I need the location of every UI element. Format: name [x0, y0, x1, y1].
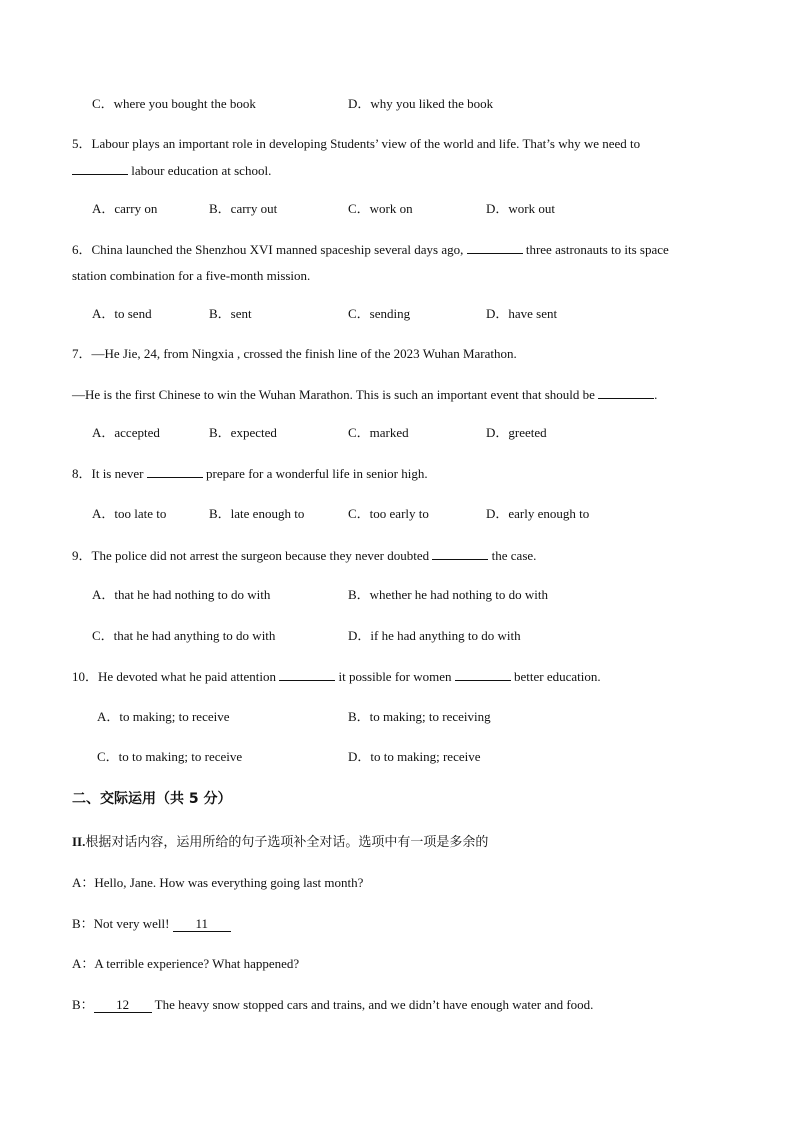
- answer-blank-11: 11: [173, 917, 231, 932]
- q6-option-a: A．to send: [92, 306, 152, 321]
- q7-option-b: B．expected: [209, 425, 277, 440]
- section-title: 二、交际运用（共 5 分）: [72, 791, 232, 807]
- q7-option-a: A．accepted: [92, 425, 160, 440]
- q5-stem-line2: labour education at school.: [72, 162, 271, 179]
- answer-blank: [455, 668, 511, 681]
- answer-blank: [598, 386, 654, 399]
- section-instructions: II.根据对话内容，运用所给的句子选项补全对话。选项中有一项是多余的: [72, 834, 489, 850]
- q5-option-d: D．work out: [486, 201, 555, 216]
- q10-option-d: D．to to making; receive: [348, 749, 481, 764]
- q9-stem: 9．The police did not arrest the surgeon because they never doubted the case.: [72, 548, 537, 563]
- q6-option-d: D．have sent: [486, 306, 558, 321]
- q7-stem-line1: 7．—He Jie, 24, from Ningxia , crossed the finish line of the 2023 Wuhan Marathon.: [72, 346, 517, 361]
- answer-blank: [147, 465, 203, 478]
- q8-option-c: C．too early to: [348, 506, 429, 521]
- dialogue-line-1: A：Hello, Jane. How was everything going last month?: [72, 875, 364, 890]
- q8-stem: 8．It is never prepare for a wonderful life in senior high.: [72, 466, 428, 481]
- q5-option-b: B．carry out: [209, 201, 278, 216]
- dialogue-line-2: B：Not very well! 11: [72, 916, 231, 932]
- q6-stem-line2: station combination for a five-month mission.: [72, 268, 311, 283]
- q5-stem-line1: 5．Labour plays an important role in developing Students’ view of the world and life. That’s why we need to: [72, 136, 641, 151]
- answer-blank: [72, 162, 128, 175]
- answer-blank: [467, 241, 523, 254]
- q9-option-b: B．whether he had nothing to do with: [348, 587, 549, 602]
- q9-option-a: A．that he had nothing to do with: [92, 587, 271, 602]
- q4-option-d: D．why you liked the book: [348, 96, 494, 111]
- answer-blank: [279, 668, 335, 681]
- q5-option-c: C．work on: [348, 201, 413, 216]
- q6-option-b: B．sent: [209, 306, 252, 321]
- q9-option-d: D．if he had anything to do with: [348, 628, 521, 643]
- q6-stem-line1: 6．China launched the Shenzhou XVI manned spaceship several days ago, three astronauts to its space: [72, 242, 669, 257]
- q8-option-b: B．late enough to: [209, 506, 305, 521]
- q10-option-b: B．to making; to receiving: [348, 709, 491, 724]
- q7-option-d: D．greeted: [486, 425, 547, 440]
- q10-stem: 10．He devoted what he paid attention it possible for women better education.: [72, 669, 601, 684]
- answer-blank-12: 12: [94, 998, 152, 1013]
- q5-option-a: A．carry on: [92, 201, 158, 216]
- q7-stem-line2: —He is the first Chinese to win the Wuhan Marathon. This is such an important event that should be .: [72, 387, 658, 402]
- dialogue-line-3: A：A terrible experience? What happened?: [72, 956, 300, 971]
- q8-option-d: D．early enough to: [486, 506, 590, 521]
- q7-option-c: C．marked: [348, 425, 409, 440]
- q4-option-c: C．where you bought the book: [92, 96, 256, 111]
- q10-option-a: A．to making; to receive: [97, 709, 230, 724]
- q10-option-c: C．to to making; to receive: [97, 749, 243, 764]
- answer-blank: [432, 547, 488, 560]
- q6-option-c: C．sending: [348, 306, 411, 321]
- dialogue-line-4: B： 12 The heavy snow stopped cars and trains, and we didn’t have enough water and food.: [72, 997, 594, 1012]
- q8-option-a: A．too late to: [92, 506, 167, 521]
- q9-option-c: C．that he had anything to do with: [92, 628, 276, 643]
